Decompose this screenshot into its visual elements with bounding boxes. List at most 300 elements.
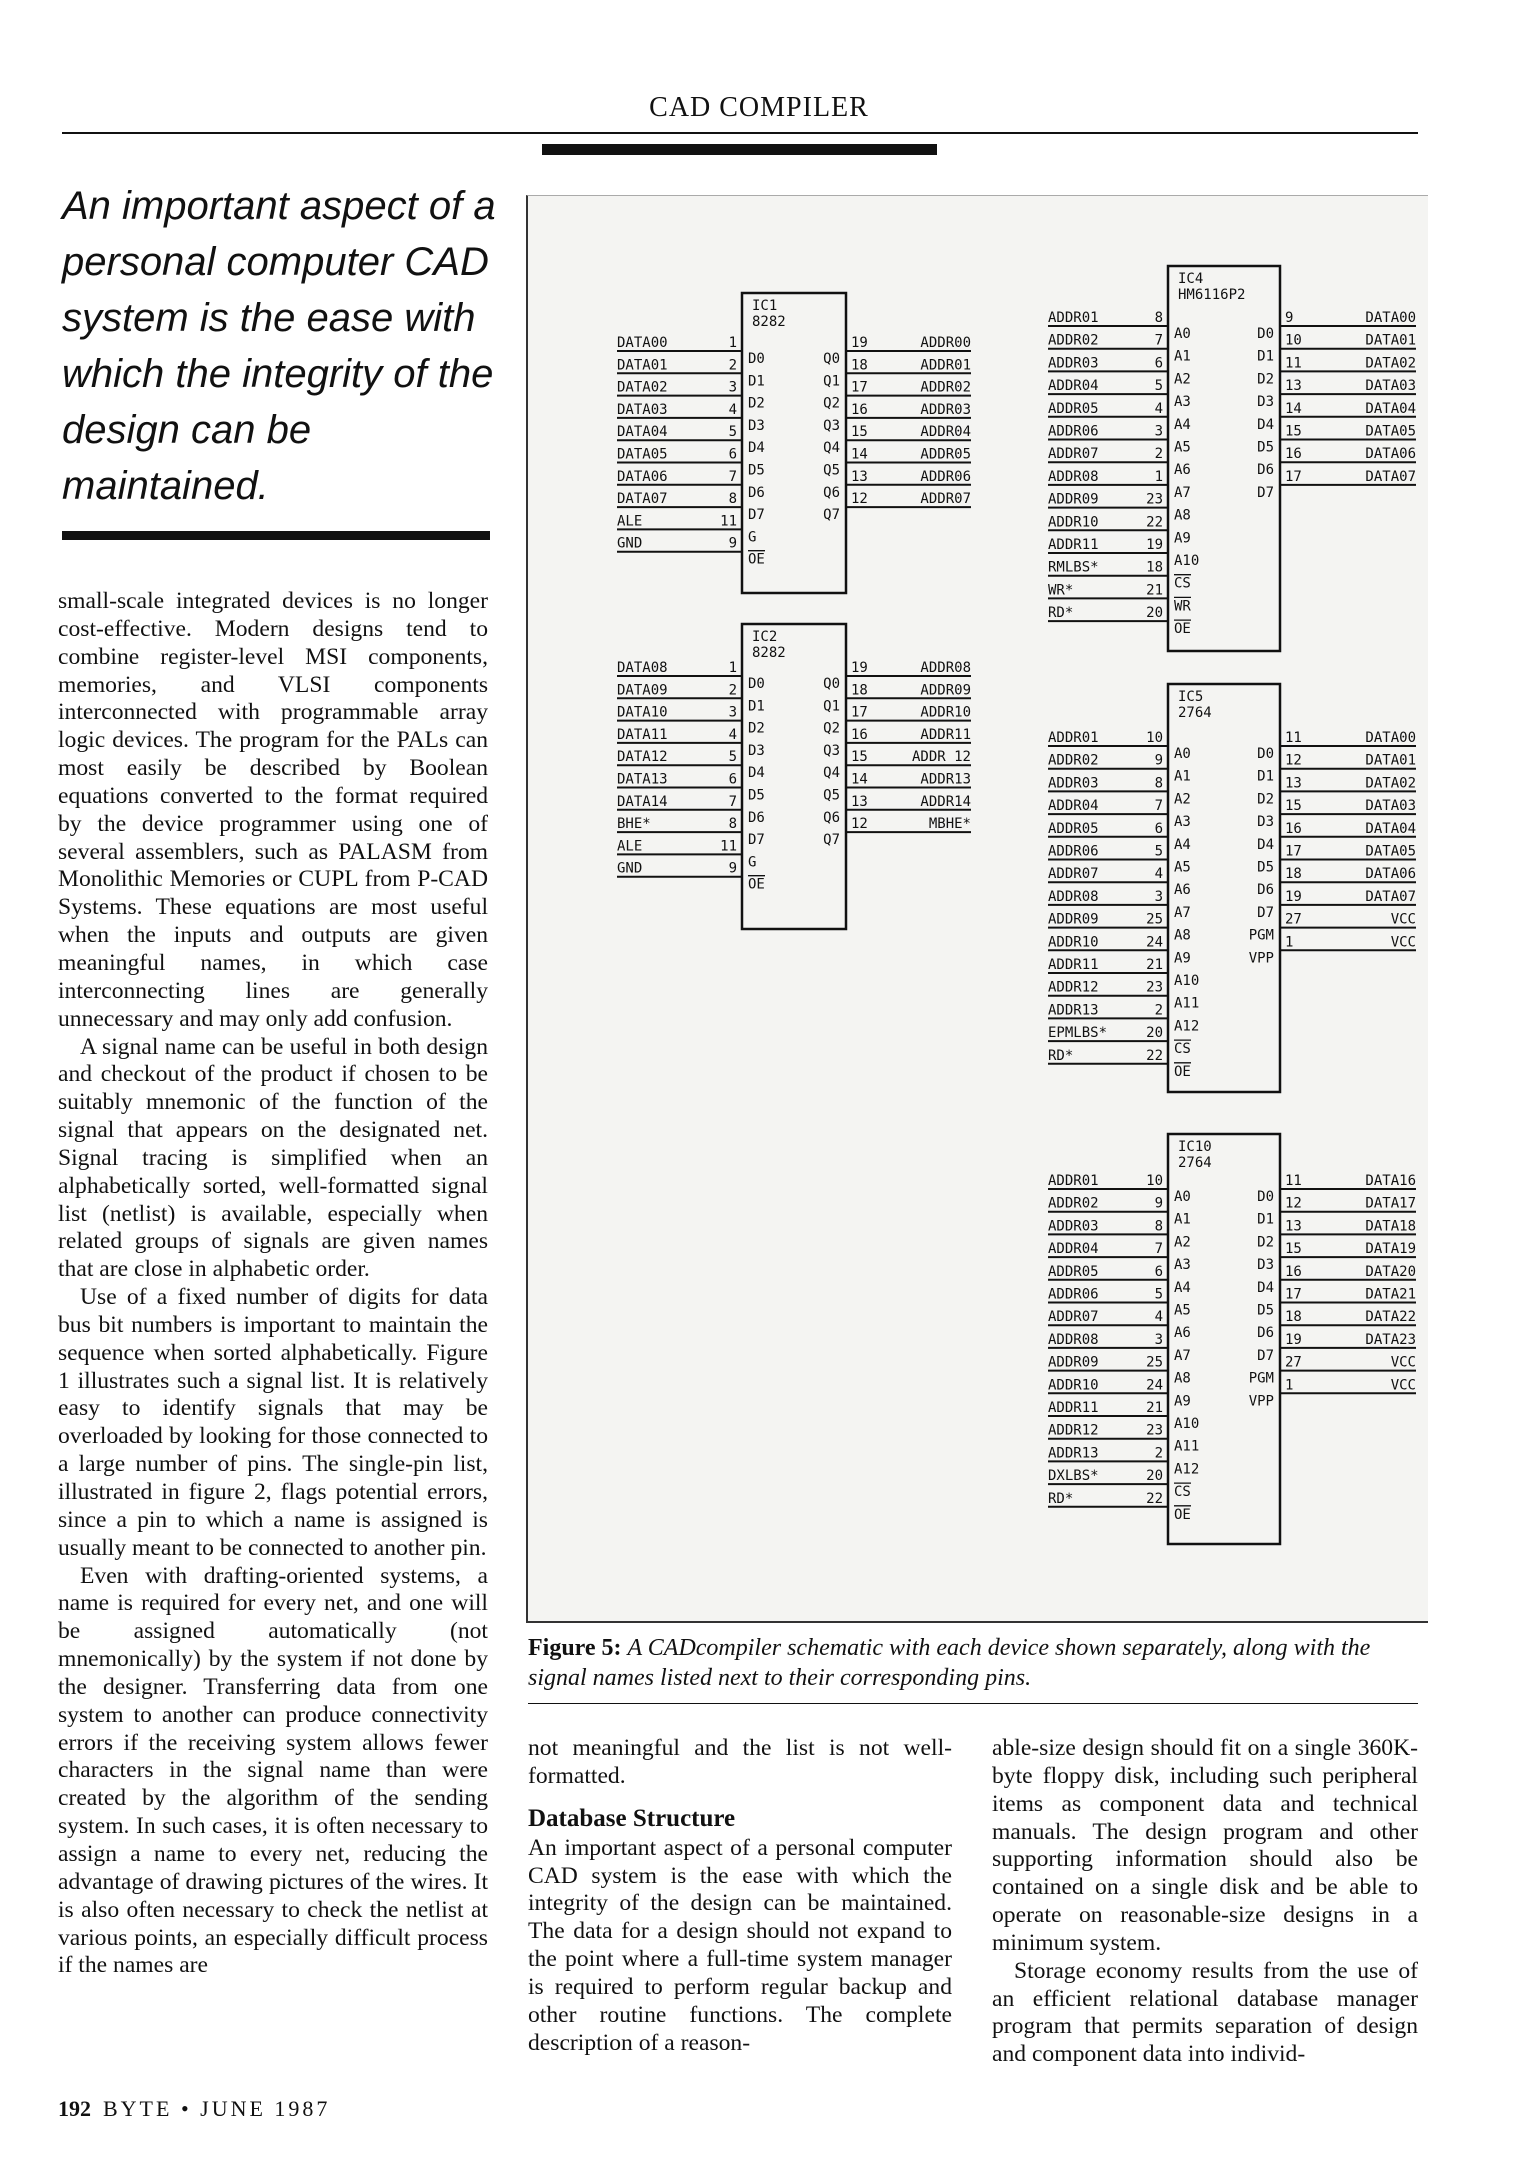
pin-label: A2 [1174, 371, 1191, 388]
signal-name: ADDR12 [1048, 1422, 1099, 1439]
pin-number: 17 [851, 704, 868, 721]
pin-label: D6 [1257, 462, 1274, 479]
pin-number: 24 [1146, 934, 1163, 951]
signal-name: DATA12 [617, 749, 668, 766]
pin-label: A3 [1174, 814, 1191, 831]
pin-label: A7 [1174, 484, 1191, 501]
pin-label: D7 [1257, 1347, 1274, 1364]
device-part-label: 2764 [1178, 705, 1212, 721]
pin-label: D7 [1257, 904, 1274, 921]
pin-number: 17 [1285, 468, 1302, 485]
pin-number: 11 [720, 838, 737, 855]
pin-number: 4 [1154, 866, 1163, 883]
pin-number: 17 [851, 379, 868, 396]
signal-name: ADDR07 [920, 491, 971, 508]
pin-number: 22 [1146, 1047, 1163, 1064]
pin-label: D6 [1257, 882, 1274, 899]
signal-name: DATA07 [1365, 888, 1416, 905]
pin-label: D4 [1257, 836, 1274, 853]
signal-name: DATA02 [617, 379, 668, 396]
pin-label: VPP [1248, 1393, 1274, 1410]
pin-label: D3 [1257, 394, 1274, 411]
signal-name: RMLBS* [1048, 559, 1099, 576]
pin-label: A7 [1174, 1347, 1191, 1364]
pin-number: 4 [1154, 400, 1163, 417]
pin-label: A11 [1174, 995, 1200, 1012]
signal-name: ADDR04 [1048, 378, 1099, 395]
pin-number: 10 [1146, 1173, 1163, 1189]
pin-number: 15 [1285, 423, 1302, 440]
signal-name: ADDR04 [920, 424, 971, 441]
signal-name: DATA22 [1365, 1309, 1416, 1326]
pin-number: 9 [728, 860, 737, 877]
signal-name: VCC [1390, 911, 1416, 928]
pin-number: 1 [1285, 1377, 1294, 1394]
pin-label: D6 [748, 809, 765, 826]
signal-name: ADDR14 [920, 793, 971, 810]
pin-label: Q3 [823, 742, 840, 759]
pin-number: 11 [1285, 730, 1302, 746]
pin-number: 16 [851, 401, 868, 418]
signal-name: DATA03 [617, 401, 668, 418]
signal-name: ADDR04 [1048, 1241, 1099, 1258]
pin-label: Q1 [823, 373, 840, 390]
pin-number: 11 [1285, 355, 1302, 372]
signal-name: EPMLBS* [1048, 1025, 1108, 1042]
pin-label: Q4 [823, 440, 840, 457]
pin-number: 23 [1146, 491, 1163, 508]
signal-name: VCC [1390, 1377, 1416, 1394]
pin-label: PGM [1248, 927, 1274, 944]
pin-label: D5 [748, 462, 765, 479]
signal-name: DATA01 [617, 357, 668, 374]
paragraph: Even with drafting-oriented systems, a name is required for every net, and one will be assigned automatically (not mnemonically) by the system if not done by the designer. Transferring data from one system to another can produce connectivity errors if the receiving system allows fewer characters in the signal name than were created by the algorithm of the sending system. In such cases, it is often necessary to assign a name to every net, reducing the advantage of drawing pictures of the wires. It is also often necessary to check the netlist at various points, an especially difficult process if the names are [58, 1562, 488, 1979]
pin-label: Q6 [823, 484, 840, 501]
signal-name: DATA04 [1365, 400, 1416, 417]
pin-number: 2 [1154, 446, 1163, 463]
pin-number: 3 [1154, 423, 1163, 440]
pin-label: CS [1174, 1041, 1191, 1058]
pin-number: 2 [1154, 1445, 1163, 1462]
signal-name: DATA14 [617, 793, 668, 810]
pin-number: 2 [728, 682, 737, 699]
header-accent-bar [542, 144, 937, 155]
signal-name: ADDR06 [1048, 843, 1099, 860]
pin-number: 13 [851, 468, 868, 485]
pin-number: 18 [1285, 866, 1302, 883]
page-number: 192 [58, 2096, 91, 2121]
signal-name: DXLBS* [1048, 1468, 1099, 1485]
pin-label: A0 [1174, 746, 1191, 762]
body-column-3 [992, 1735, 1418, 2069]
device-ref-label: IC1 [752, 298, 778, 314]
device-part-label: 8282 [752, 645, 786, 661]
pin-label: A6 [1174, 1325, 1191, 1342]
pin-number: 13 [1285, 1218, 1302, 1235]
signal-name: ADDR08 [1048, 468, 1099, 485]
pin-number: 8 [1154, 310, 1163, 326]
pin-number: 10 [1285, 332, 1302, 349]
pin-label: Q5 [823, 462, 840, 479]
signal-name: ADDR07 [1048, 866, 1099, 883]
signal-name: DATA01 [1365, 752, 1416, 769]
pin-label: D0 [748, 676, 765, 692]
pin-number: 22 [1146, 1490, 1163, 1507]
pin-label: D2 [748, 395, 765, 412]
signal-name: DATA02 [1365, 775, 1416, 792]
pin-number: 14 [851, 446, 868, 463]
pin-number: 16 [1285, 820, 1302, 837]
device-part-label: 2764 [1178, 1155, 1212, 1171]
pin-number: 5 [728, 424, 737, 441]
signal-name: ADDR11 [1048, 957, 1099, 973]
pin-label: A8 [1174, 927, 1191, 944]
device-ref-label: IC2 [752, 629, 778, 645]
pin-number: 19 [1285, 1331, 1302, 1348]
signal-name: RD* [1048, 1047, 1074, 1064]
pin-label: A5 [1174, 439, 1191, 456]
pin-label: OE [1174, 1506, 1191, 1523]
caption-rule [528, 1703, 1418, 1704]
paragraph: Use of a fixed number of digits for data bus bit numbers is important to maintain the sequence when sorted alphabetically. Figure 1 illustrates such a signal list. It is relatively easy to identify signals that may be overloaded by looking for those connected to a large number of pins. The single-pin list, illustrated in figure 2, flags potential errors, since a pin to which a name is assigned is usually meant to be connected to another pin. [58, 1284, 488, 1561]
pin-number: 7 [728, 468, 737, 485]
signal-name: ADDR02 [1048, 752, 1099, 769]
signal-name: DATA03 [1365, 798, 1416, 815]
device-ref-label: IC10 [1178, 1139, 1212, 1155]
signal-name: ADDR06 [1048, 1286, 1099, 1303]
signal-name: ADDR03 [920, 401, 971, 418]
pin-number: 19 [851, 660, 868, 676]
figure-5-schematic [526, 195, 1428, 1623]
pin-label: D1 [1257, 768, 1274, 785]
pin-label: Q0 [823, 676, 840, 692]
signal-name: ADDR01 [1048, 310, 1099, 326]
pin-number: 7 [1154, 332, 1163, 349]
pin-label: Q2 [823, 395, 840, 412]
pin-number: 23 [1146, 979, 1163, 996]
pin-number: 13 [1285, 378, 1302, 395]
signal-name: DATA13 [617, 771, 668, 788]
pin-number: 19 [1146, 537, 1163, 553]
figure-caption [528, 1633, 1418, 1693]
signal-name: ADDR06 [1048, 423, 1099, 440]
pin-label: D5 [1257, 439, 1274, 456]
signal-name: ADDR02 [920, 379, 971, 396]
signal-name: WR* [1048, 582, 1074, 599]
pin-number: 16 [851, 726, 868, 743]
signal-name: DATA09 [617, 682, 668, 699]
signal-name: ADDR08 [1048, 888, 1099, 905]
pin-label: A1 [1174, 1211, 1191, 1228]
pin-number: 21 [1146, 1400, 1163, 1416]
pin-label: Q1 [823, 698, 840, 715]
pin-label: D3 [1257, 814, 1274, 831]
signal-name: ADDR09 [1048, 491, 1099, 508]
signal-name: DATA06 [1365, 866, 1416, 883]
pin-label: A9 [1174, 1393, 1191, 1410]
signal-name: DATA01 [1365, 332, 1416, 349]
signal-name: ADDR09 [1048, 1354, 1099, 1371]
signal-name: DATA20 [1365, 1263, 1416, 1280]
pin-number: 3 [728, 704, 737, 721]
signal-name: ADDR03 [1048, 355, 1099, 372]
pin-label: A10 [1174, 1416, 1200, 1432]
pin-label: D5 [1257, 1302, 1274, 1319]
paragraph: able-size design should fit on a single 360K-byte floppy disk, including such peripheral items as component data and technical manuals. The design program and other supporting information should also be contained on a single disk and be able to operate on reasonable-size designs in a minimum system. [992, 1735, 1418, 1956]
pin-label: A12 [1174, 1461, 1200, 1478]
pin-number: 5 [1154, 1286, 1163, 1303]
pin-number: 1 [728, 660, 737, 676]
page-footer [58, 2096, 330, 2122]
signal-name: ADDR05 [920, 446, 971, 463]
pin-number: 5 [1154, 843, 1163, 860]
pin-number: 24 [1146, 1377, 1163, 1394]
section-heading: Database Structure [528, 1804, 736, 1832]
pin-number: 20 [1146, 1468, 1163, 1485]
signal-name: ADDR11 [920, 726, 971, 743]
signal-name: ADDR03 [1048, 1218, 1099, 1235]
schematic-drawing [528, 196, 1428, 1621]
pin-label: A9 [1174, 530, 1191, 547]
pin-number: 6 [1154, 820, 1163, 837]
pin-label: CS [1174, 1484, 1191, 1501]
pin-label: OE [748, 551, 765, 568]
signal-name: DATA05 [617, 446, 668, 463]
device-part-label: 8282 [752, 314, 786, 330]
pin-label: A4 [1174, 1279, 1191, 1296]
signal-name: RD* [1048, 1490, 1074, 1507]
signal-name: DATA03 [1365, 378, 1416, 395]
pin-label: D7 [748, 832, 765, 849]
signal-name: DATA16 [1365, 1173, 1416, 1189]
signal-name: ADDR10 [1048, 514, 1099, 531]
pin-number: 14 [1285, 400, 1302, 417]
pin-label: A10 [1174, 973, 1200, 989]
pin-label: Q0 [823, 351, 840, 367]
pin-number: 5 [1154, 378, 1163, 395]
pin-number: 12 [1285, 752, 1302, 769]
pin-number: 17 [1285, 843, 1302, 860]
pin-number: 19 [1285, 888, 1302, 905]
signal-name: DATA10 [617, 704, 668, 721]
pin-label: D4 [748, 440, 765, 457]
device-body [1168, 266, 1280, 651]
signal-name: DATA07 [617, 491, 668, 508]
pin-number: 20 [1146, 1025, 1163, 1042]
signal-name: VCC [1390, 934, 1416, 951]
pin-number: 13 [1285, 775, 1302, 792]
pin-number: 12 [851, 816, 868, 833]
pin-number: 9 [1285, 310, 1294, 326]
pin-number: 9 [1154, 1195, 1163, 1212]
pin-label: D0 [1257, 1189, 1274, 1205]
signal-name: BHE* [617, 816, 651, 833]
pin-number: 14 [851, 771, 868, 788]
device-part-label: HM6116P2 [1178, 287, 1246, 303]
pin-label: A6 [1174, 882, 1191, 899]
pin-label: D3 [1257, 1257, 1274, 1274]
pin-label: A8 [1174, 507, 1191, 524]
pin-label: A0 [1174, 326, 1191, 342]
signal-name: DATA08 [617, 660, 668, 676]
pin-label: CS [1174, 575, 1191, 592]
signal-name: ADDR00 [920, 335, 971, 351]
pin-label: D0 [1257, 326, 1274, 342]
body-column-2 [528, 1735, 952, 2057]
signal-name: ADDR10 [1048, 1377, 1099, 1394]
pin-label: WR [1174, 598, 1191, 615]
signal-name: ADDR01 [920, 357, 971, 374]
pin-label: Q2 [823, 720, 840, 737]
paragraph: Storage economy results from the use of an efficient relational database manager program that permits separation of design and component data into individ- [992, 1957, 1418, 2068]
signal-name: ADDR06 [920, 468, 971, 485]
signal-name: ALE [617, 513, 643, 530]
signal-name: ADDR09 [920, 682, 971, 699]
pin-label: D7 [748, 507, 765, 524]
pin-number: 16 [1285, 1263, 1302, 1280]
pin-number: 18 [1146, 559, 1163, 576]
pin-number: 6 [728, 446, 737, 463]
pin-label: D5 [748, 787, 765, 804]
pin-label: Q3 [823, 417, 840, 434]
signal-name: MBHE* [928, 816, 971, 833]
signal-name: ADDR08 [1048, 1331, 1099, 1348]
pull-quote: An important aspect of a personal computer CAD system is the ease with which the integrity of the design can be maintained. [62, 184, 496, 508]
pin-label: Q7 [823, 832, 840, 849]
signal-name: DATA04 [1365, 820, 1416, 837]
signal-name: GND [617, 860, 643, 877]
pin-number: 27 [1285, 1354, 1302, 1371]
pin-label: D4 [1257, 1279, 1274, 1296]
pin-number: 4 [1154, 1309, 1163, 1326]
pin-number: 9 [1154, 752, 1163, 769]
pin-number: 25 [1146, 911, 1163, 928]
pin-label: Q5 [823, 787, 840, 804]
pin-label: A6 [1174, 462, 1191, 479]
signal-name: DATA17 [1365, 1195, 1416, 1212]
pin-number: 1 [728, 335, 737, 351]
signal-name: DATA00 [1365, 730, 1416, 746]
pin-number: 23 [1146, 1422, 1163, 1439]
paragraph: An important aspect of a personal computer CAD system is the ease with which the integrity of the design can be maintained. The data for a design should not expand to the point where a full-time system manager is required to perform regular backup and other routine functions. The complete description of a reason- [528, 1834, 952, 2056]
device-ref-label: IC4 [1178, 271, 1204, 287]
pin-number: 11 [720, 513, 737, 530]
pin-label: A2 [1174, 1234, 1191, 1251]
signal-name: DATA19 [1365, 1241, 1416, 1258]
pin-label: A4 [1174, 836, 1191, 853]
signal-name: DATA00 [1365, 310, 1416, 326]
running-head: CAD COMPILER [649, 92, 869, 123]
pin-number: 25 [1146, 1354, 1163, 1371]
signal-name: ADDR02 [1048, 332, 1099, 349]
pin-label: A7 [1174, 904, 1191, 921]
pin-label: OE [748, 876, 765, 893]
pin-number: 10 [1146, 730, 1163, 746]
pin-number: 7 [1154, 798, 1163, 815]
pin-number: 15 [851, 749, 868, 766]
pin-label: D6 [748, 484, 765, 501]
pin-label: A8 [1174, 1370, 1191, 1387]
signal-name: ADDR01 [1048, 730, 1099, 746]
signal-name: DATA21 [1365, 1286, 1416, 1303]
pin-label: D2 [1257, 1234, 1274, 1251]
pin-label: D0 [748, 351, 765, 367]
pin-label: D2 [1257, 791, 1274, 808]
pin-label: D1 [1257, 348, 1274, 365]
signal-name: VCC [1390, 1354, 1416, 1371]
device-ref-label: IC5 [1178, 689, 1204, 705]
pull-quote-rule [62, 531, 490, 540]
signal-name: ADDR12 [1048, 979, 1099, 996]
pin-label: OE [1174, 1063, 1191, 1080]
signal-name: DATA05 [1365, 423, 1416, 440]
signal-name: ADDR11 [1048, 1400, 1099, 1416]
pin-number: 21 [1146, 582, 1163, 599]
pin-number: 2 [728, 357, 737, 374]
signal-name: DATA11 [617, 726, 668, 743]
figure-label: Figure 5: [528, 1635, 622, 1661]
pin-label: A5 [1174, 859, 1191, 876]
pin-number: 4 [728, 726, 737, 743]
pin-number: 6 [1154, 1263, 1163, 1280]
signal-name: DATA18 [1365, 1218, 1416, 1235]
pin-number: 21 [1146, 957, 1163, 973]
signal-name: DATA02 [1365, 355, 1416, 372]
pin-label: D6 [1257, 1325, 1274, 1342]
pin-label: A1 [1174, 348, 1191, 365]
pin-label: D4 [1257, 416, 1274, 433]
pin-label: A4 [1174, 416, 1191, 433]
header-rule [62, 132, 1418, 134]
pin-number: 3 [728, 379, 737, 396]
signal-name: ADDR01 [1048, 1173, 1099, 1189]
pin-number: 1 [1154, 468, 1163, 485]
pin-label: G [748, 529, 757, 546]
pin-label: A0 [1174, 1189, 1191, 1205]
pin-label: A10 [1174, 553, 1200, 569]
signal-name: ADDR07 [1048, 446, 1099, 463]
pin-label: D2 [1257, 371, 1274, 388]
signal-name: ADDR13 [1048, 1002, 1099, 1019]
paragraph: small-scale integrated devices is no longer cost-effective. Modern designs tend to combine register-level MSI components, memories, and VLSI components interconnected with programmable array logic devices. The program for the PALs can most easily be described by Boolean equations converted to the format required by the device programmer using one of several assemblers, such as PALASM from Monolithic Memories or CUPL from P-CAD Systems. These equations are most useful when the inputs and outputs are given meaningful names, in which case interconnecting lines are generally unnecessary and may only add confusion. [58, 588, 488, 1032]
pin-label: G [748, 854, 757, 871]
signal-name: ADDR05 [1048, 400, 1099, 417]
pin-number: 8 [1154, 1218, 1163, 1235]
pin-number: 6 [1154, 355, 1163, 372]
pin-number: 7 [728, 793, 737, 810]
pin-number: 3 [1154, 1331, 1163, 1348]
pin-number: 9 [728, 535, 737, 552]
pin-label: A3 [1174, 1257, 1191, 1274]
pin-number: 16 [1285, 446, 1302, 463]
pin-number: 18 [851, 357, 868, 374]
pin-number: 12 [851, 491, 868, 508]
paragraph: A signal name can be useful in both design and checkout of the product if chosen to be suitably mnemonic of the function of the signal that appears on the designated net. Signal tracing is simplified when an alphabetically sorted, well-formatted signal list (netlist) is available, especially when related groups of signals are given names that are close in alphabetic order. [58, 1033, 488, 1283]
pin-number: 12 [1285, 1195, 1302, 1212]
pin-number: 20 [1146, 605, 1163, 622]
signal-name: ADDR13 [1048, 1445, 1099, 1462]
signal-name: RD* [1048, 605, 1074, 622]
pin-label: D3 [748, 742, 765, 759]
pin-number: 4 [728, 401, 737, 418]
signal-name: ADDR04 [1048, 798, 1099, 815]
signal-name: ADDR11 [1048, 537, 1099, 553]
signal-name: DATA06 [617, 468, 668, 485]
pin-number: 3 [1154, 888, 1163, 905]
pin-number: 18 [851, 682, 868, 699]
pin-label: Q7 [823, 507, 840, 524]
pin-label: VPP [1248, 950, 1274, 967]
